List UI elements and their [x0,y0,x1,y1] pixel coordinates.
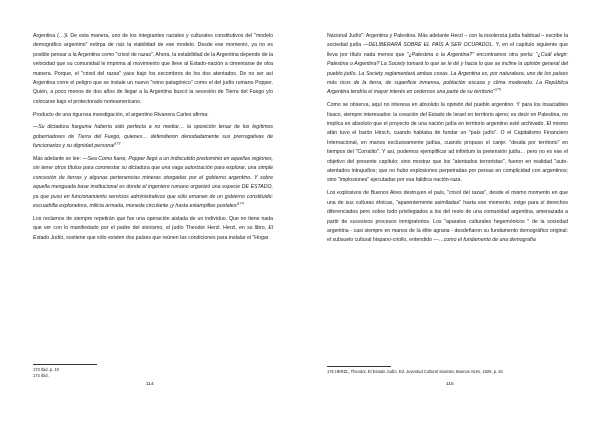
paragraph-text: Los explosivos de Buenos Aires destruyen el país, "crisol del razas", desde el mismo momento en que una de sus culturas étnicas, "aparentemente asimiladas" hasta ese momento, exige para sí derechos diferenciados pero sobre todo privilegiados a los del resto de una comunidad argentina, amenazada a partir de sucesivos procesos inmigratorios. Los "aparatos culturales hegemónicos " de la sociedad argentina - casi siempre en manos de la élite agraria - desdeñaron su fundamento demográfico original: el subsuelo cultural hispano-criollo, entendido — [327,190,568,244]
footnote-rule [33,364,97,365]
footnote: 173 Ibid. p. 10 [33,367,59,372]
paragraph [327,189,568,245]
quote-text: "¿Cuál elegir: Palestina o Argentina? La Society tomará lo que se le dé y hacia lo que se incline la opinión general del pueblo judío. La Society reglamentará ambas cosas. La Argentina es, por naturaleza, uno de los países más ricos de la tierra, de superficie inmensa, población escasa y clima moderado. La República Argentina tendría el mayor interés en cedernos una parte de su territorio" [327,51,568,96]
footnote-ref: 174 [237,201,244,206]
paragraph [33,155,273,211]
footnote: 174 Ibid. [33,373,49,379]
footnote-ref: 175 [494,87,501,92]
paragraph-text: Los reclamos de siempre repetirán que fue una operación aislada de un individuo. Que no tiene nada que ver con lo manifestado por el padre del sionismo, el judío Theodor Herzl. Herzl, en su libro, [33,215,273,232]
right-page [300,0,600,424]
page-number: 115 [446,382,454,387]
footnotes [327,369,568,375]
paragraph [327,32,568,98]
paragraph-text: , sostiene que sólo existen dos países que reúnen las condiciones para instalar el "Hogar [63,234,269,241]
footnote-rule [327,366,391,367]
emphasis: DELIBERARÁ SOBRE EL PAÍS A SER OCUPADO [368,42,490,49]
right-page-body [327,32,568,249]
page-number: 114 [146,382,154,387]
paragraph-text: L. Y, en el capítulo siguiente que lleva por título nada menos que [327,42,568,58]
chapter-title: "¿Palestina o la Argentina?" [406,51,475,58]
paragraph: Como se observa, aquí no interesa en absoluto la opinión del pueblo argentino. Y para los insaciables Iisaco, siempre interesados: la creación del Estado de Israel en territorio ajeno; es decir en Palestina, no implica en absoluto que el proyecto de una nación judía en territorio argentino esté archivado. El mismo afán tuvo el barón Hirsch, cuando hablaba de fundar un "país judío". O el Capitalismo Financiero Internacional, en manos exclusivamente judías, cuando propuso el canje: "deuda por territorio" en tiempos del "Corralito". Y así, podemos ejemplificar ad infinitum la pretensión judía… pero no es ese el objetivo del presente capítulo; sino mostrar que los "atentados terroristas", fueron en realidad "auto-atentados intrajudíos; que no hubo explosiones perpetradas por persas en complicidad con argentinos; sino "implosiones" ejecutadas por esa falidica nación-raza. [327,102,568,184]
paragraph: Producto de una rigurosa investigación, el argentino Rivanera Carles afirma: [33,111,209,118]
paragraph: Argentina (…)l. De esta manera, uno de los integrantes raciales y culturales constitutivos del "modelo demográfico argentino" extirpa de raíz la viabilidad de ese modelo. Desde ese momento, ya no es posible pensar a la Argentina como "crisol de razas". Ahora, la estabilidad de la Argentina depende de la velocidad que su comunidad le imprima al movimiento que lleve al Estado-nación a cimentarse de otra manera. Porque, el "crisol del razas" yace bajo los escombros de los dos atentados. De no ser así Argentina corre el peligro que se instale un nuevo "reino patagónico" como el del judío rumano Popper. Quién, a poco menos de dos años de llegar a la Argentina buscó la secesión de Tierra del Fuego y/o colocarse bajo el protectorado norteamericano. [33,33,273,105]
footnote-ref: 173 [114,141,121,146]
paragraph [33,215,273,243]
footnote: 175 HERZL, Theodor, El Estado Judío, Ed. Juventud Cultural Sionista, Buenos Aires, 1926, p. 34 [327,369,503,374]
quote-text: —Su dictadura fueguina habería sido perfecta a no mediar… la oposición tenaz de los legítimos gobernadores de Tierra del Fuego, quienes… defendieron denodadamente sus prerrogativas de funcionarios y su dignidad personal [33,124,273,150]
emphasis: …como el fundamento de una demografía [438,237,536,244]
paragraph-text: Nacional Judío": Argentina y Palestina. Más adelante Herzl – con la insolencia judía habitual – escribe la sociedad judía — [327,33,568,49]
quote-text: —Sea Como fuere, Popper llegó a un indiscutido predominio en aquellas regiones, sin tener otros títulos para coronestar su dictadura que una vaga autorización para explorar, una simple concesión de tierras y algunas pertenencias mineras otorgadas por el gobierno argentino. Y sobre aquella menguada base institucional es donde el ingeniero rumano organizó una especie DE ESTADO, ya que puso en funcionamiento servicios administrativos que sólo emanan de un gobierno constituido: escuadrilla exploradora, milicia armada, moneda circulante ¡y hasta estampillas postales! [33,156,274,210]
paragraph-lead: Más adelante se lee: [33,156,81,163]
footnotes [33,367,273,379]
paragraph-text: encontramos otra perla: [476,51,534,58]
left-page-body [33,32,273,246]
book-title: El Estado Judío [33,225,273,241]
block-quote [33,123,273,151]
